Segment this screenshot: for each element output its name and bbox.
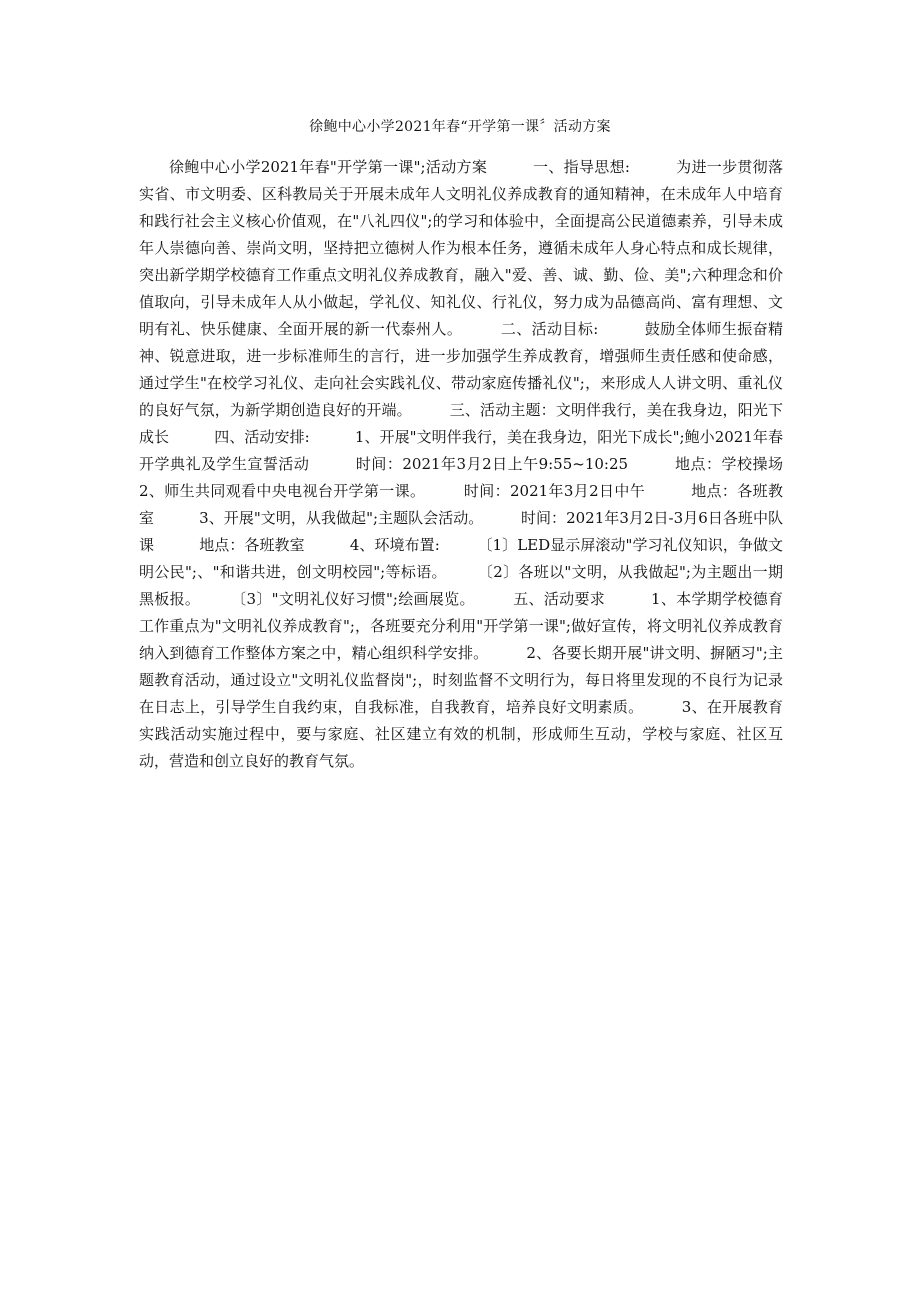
document-body-paragraph: 徐鲍中心小学2021年春"开学第一课";活动方案 一、指导思想: 为进一步贯彻落实省、市文明委、区科教局关于开展未成年人文明礼仪养成教育的通知精神，在未成年人中培育和践行社会主义核心价值观，在"八礼四仪";的学习和体验中，全面提高公民道德素养，引导未成年人崇德向善、崇尚文明，坚持把立德树人作为根本任务，遵循未成年人身心特点和成长规律，突出新学期学校德育工作重点文明礼仪养成教育，融入"爱、善、诚、勤、俭、美";六种理念和价值取向，引导未成年人从小做起，学礼仪、知礼仪、行礼仪，努力成为品德高尚、富有理想、文明有礼、快乐健康、全面开展的新一代泰州人。 二、活动目标: 鼓励全体师生振奋精神、锐意进取，进一步标准师生的言行，进一步加强学生养成教育，增强师生责任感和使命感，通过学生"在校学习礼仪、走向社会实践礼仪、带动家庭传播礼仪";，来形成人人讲文明、重礼仪的良好气氛，为新学期创造良好的开端。 三、活动主题：文明伴我行，美在我身边，阳光下成长 四、活动安排: 1、开展"文明伴我行，美在我身边，阳光下成长";鲍小2021年春开学典礼及学生宣誓活动 时间：2021年3月2日上午9:55~10:25 地点：学校操场 2、师生共同观看中央电视台开学第一课。 时间：2021年3月2日中午 地点：各班教室 3、开展"文明，从我做起";主题队会活动。 时间：2021年3月2日-3月6日各班中队课 地点：各班教室 4、环境布置: 〔1〕LED显示屏滚动"学习礼仪知识，争做文明公民";、"和谐共进，创文明校园";等标语。 〔2〕各班以"文明，从我做起";为主题出一期黑板报。 〔3〕"文明礼仪好习惯";绘画展览。 五、活动要求 1、本学期学校德育工作重点为"文明礼仪养成教育";，各班要充分利用"开学第一课";做好宣传，将文明礼仪养成教育纳入到德育工作整体方案之中，精心组织科学安排。 2、各要长期开展"讲文明、摒陋习";主题教育活动，通过设立"文明礼仪监督岗";，时刻监督不文明行为，每日将里发现的不良行为记录在日志上，引导学生自我约束，自我标准，自我教育，培养良好文明素质。 3、在开展教育实践活动实施过程中，要与家庭、社区建立有效的机制，形成师生互动，学校与家庭、社区互动，营造和创立良好的教育气氛。 [139,158,829,770]
document-title: 徐鲍中心小学2021年春“开学第一课〞活动方案 [309,119,611,135]
